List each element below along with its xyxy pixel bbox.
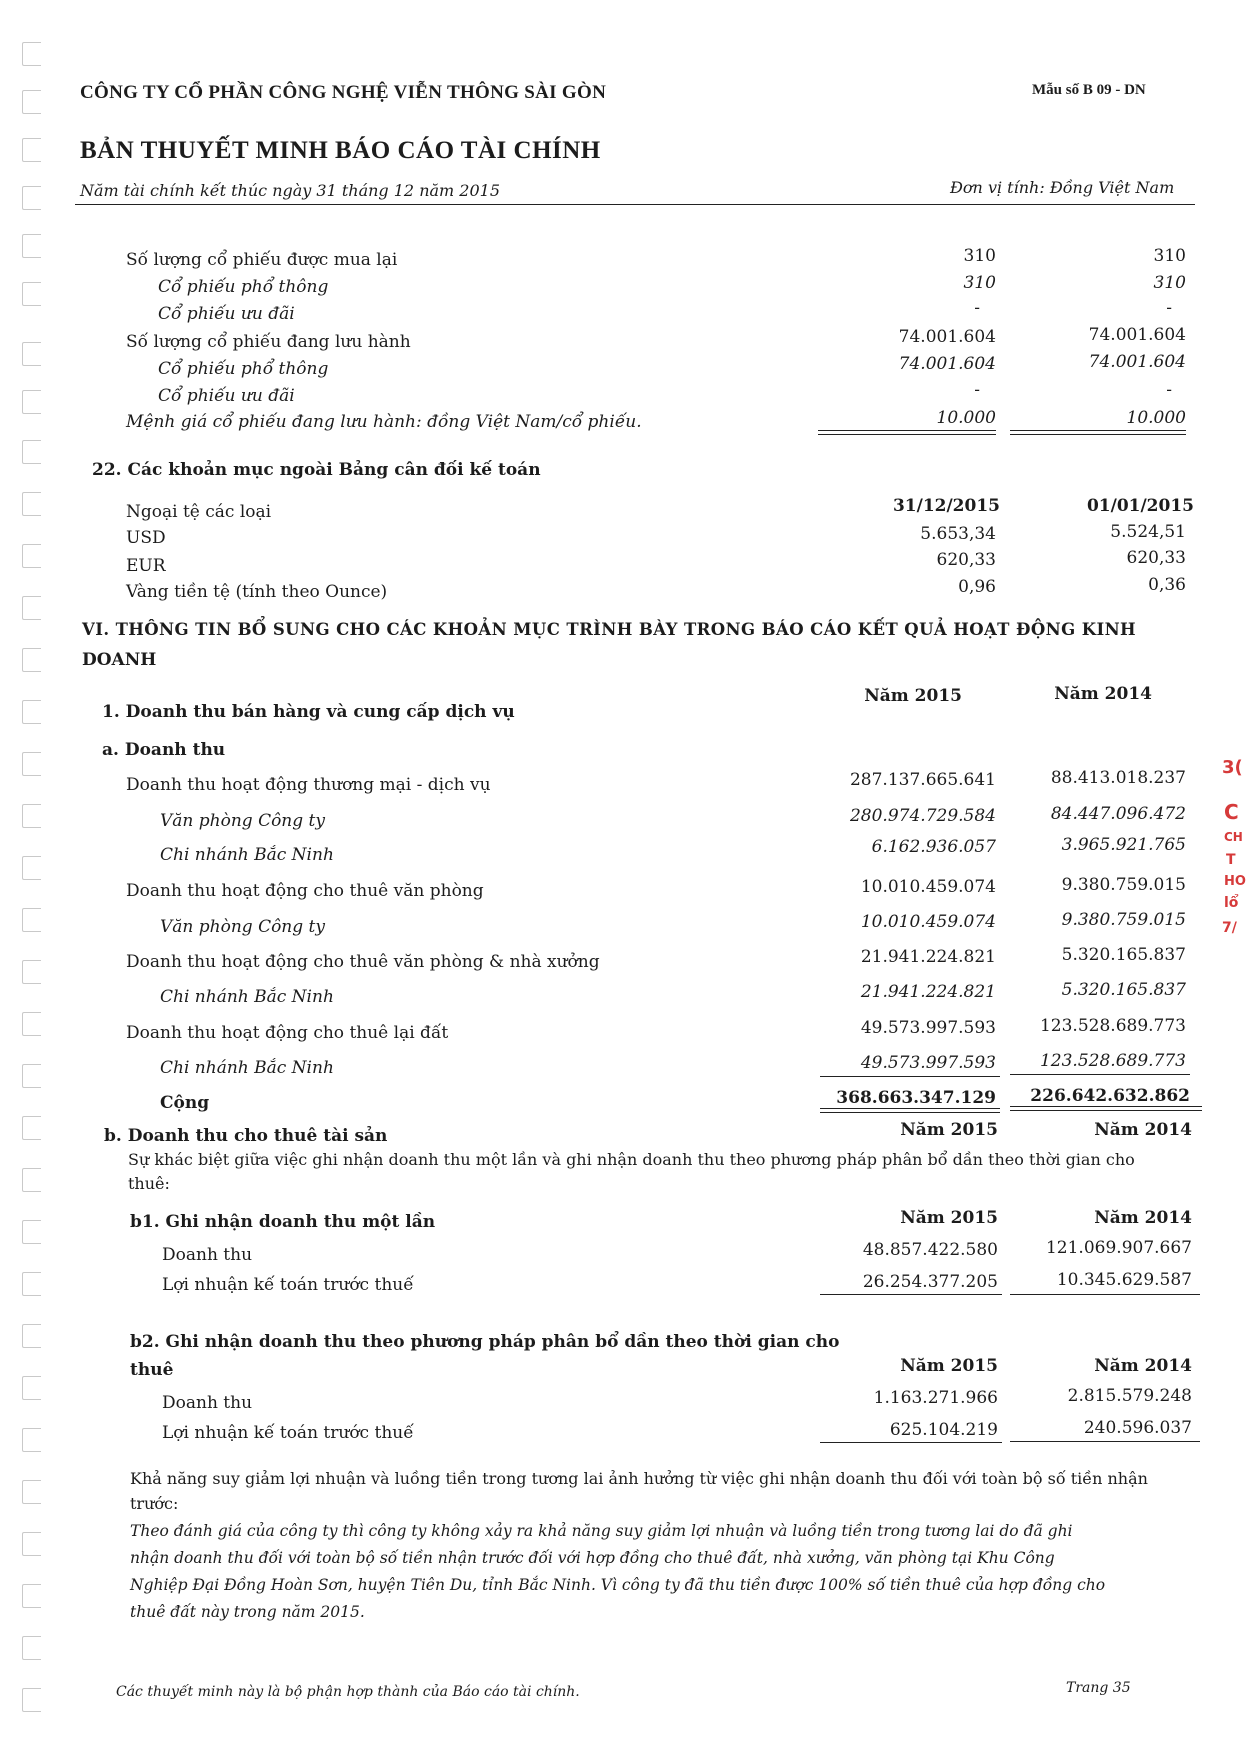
col-header-31-12-2015: 31/12/2015	[892, 496, 1000, 516]
row-label: Doanh thu hoạt động cho thuê văn phòng	[126, 881, 484, 901]
page-number: Trang 35	[1066, 1680, 1131, 1696]
value-2014: 5.524,51	[1110, 522, 1186, 542]
row-label: Chi nhánh Bắc Ninh	[160, 1058, 334, 1078]
value-2015: 6.162.936.057	[871, 837, 996, 857]
value-2015: 5.653,34	[920, 524, 996, 544]
value-2014: 2.815.579.248	[1067, 1386, 1192, 1406]
col-header-01-01-2015: 01/01/2015	[1086, 496, 1194, 516]
value-2014: 9.380.759.015	[1061, 910, 1186, 930]
value-2014: 310	[1153, 246, 1186, 266]
row-label: Chi nhánh Bắc Ninh	[160, 987, 334, 1007]
subsection-b-heading: b. Doanh thu cho thuê tài sản	[104, 1126, 388, 1146]
double-rule	[1010, 434, 1186, 435]
row-label: Doanh thu	[162, 1245, 253, 1265]
value-2014: 74.001.604	[1088, 325, 1186, 345]
subtotal-rule	[820, 1076, 1000, 1077]
total-label: Cộng	[160, 1093, 210, 1113]
double-rule	[820, 1112, 1000, 1113]
value-2015: 74.001.604	[898, 354, 996, 374]
value-2014: 310	[1153, 273, 1186, 293]
col-header-2015: Năm 2015	[864, 686, 962, 706]
value-2015: 310	[963, 246, 996, 266]
row-label: Chi nhánh Bắc Ninh	[160, 845, 334, 865]
row-label: Văn phòng Công ty	[160, 811, 325, 831]
value-2015: 26.254.377.205	[862, 1272, 998, 1292]
currency-unit: Đơn vị tính: Đồng Việt Nam	[950, 178, 1175, 197]
row-label: Doanh thu hoạt động cho thuê văn phòng & nhà xưởng	[126, 952, 600, 972]
subtotal-rule	[1010, 1074, 1190, 1075]
impairment-question: Khả năng suy giảm lợi nhuận và luồng tiền trong tương lai ảnh hưởng từ việc ghi nhận doanh thu đối với toàn bộ số tiền nhận	[130, 1469, 1148, 1488]
section-vi-heading: VI. THÔNG TIN BỔ SUNG CHO CÁC KHOẢN MỤC TRÌNH BÀY TRONG BÁO CÁO KẾT QUẢ HOẠT ĐỘNG KINH	[82, 620, 1137, 639]
b2-heading: b2. Ghi nhận doanh thu theo phương pháp phân bổ dần theo thời gian cho	[130, 1332, 840, 1352]
row-label: Lợi nhuận kế toán trước thuế	[162, 1423, 414, 1443]
col-header-2015: Năm 2015	[900, 1356, 998, 1376]
row-label: Doanh thu	[162, 1393, 253, 1413]
value-2014: 9.380.759.015	[1061, 875, 1186, 895]
col-header-2014: Năm 2014	[1094, 1120, 1192, 1140]
value-2014: 121.069.907.667	[1045, 1238, 1192, 1258]
value-2015: 10.000	[936, 408, 996, 428]
row-label: Doanh thu hoạt động thương mại - dịch vụ	[126, 775, 491, 795]
value-2015: -	[974, 298, 980, 318]
col-header-2014: Năm 2014	[1094, 1208, 1192, 1228]
header-divider	[75, 204, 1195, 205]
form-number: Mẫu số B 09 - DN	[1032, 82, 1146, 98]
b2-heading-cont: thuê	[130, 1360, 174, 1380]
double-rule	[1010, 430, 1186, 431]
fiscal-period: Năm tài chính kết thúc ngày 31 tháng 12 năm 2015	[80, 181, 501, 200]
total-rule	[1010, 1294, 1200, 1295]
total-2015: 368.663.347.129	[836, 1088, 996, 1108]
double-rule	[818, 430, 996, 431]
total-rule	[1010, 1441, 1200, 1442]
section-22-heading: 22. Các khoản mục ngoài Bảng cân đối kế toán	[92, 460, 541, 480]
value-2015: 74.001.604	[898, 327, 996, 347]
value-2014: -	[1166, 298, 1172, 318]
value-2015: 625.104.219	[889, 1420, 998, 1440]
b1-heading: b1. Ghi nhận doanh thu một lần	[130, 1212, 436, 1232]
total-2014: 226.642.632.862	[1030, 1086, 1190, 1106]
row-label: EUR	[126, 556, 166, 576]
revenue-heading: 1. Doanh thu bán hàng và cung cấp dịch vụ	[102, 702, 515, 722]
subsection-a-heading: a. Doanh thu	[102, 740, 226, 760]
value-2015: 10.010.459.074	[860, 912, 996, 932]
lease-note-cont: thuê:	[128, 1174, 170, 1193]
row-label: Doanh thu hoạt động cho thuê lại đất	[126, 1023, 449, 1043]
value-2015: 49.573.997.593	[860, 1053, 996, 1073]
value-2015: 49.573.997.593	[860, 1018, 996, 1038]
row-label: Số lượng cổ phiếu đang lưu hành	[126, 332, 411, 352]
value-2015: 280.974.729.584	[849, 806, 996, 826]
value-2014: 5.320.165.837	[1061, 980, 1186, 1000]
row-label: Cổ phiếu phổ thông	[158, 359, 329, 379]
footer-note: Các thuyết minh này là bộ phận hợp thành của Báo cáo tài chính.	[116, 1684, 580, 1700]
value-2015: 21.941.224.821	[860, 947, 996, 967]
value-2015: 0,96	[958, 577, 996, 597]
value-2014: 240.596.037	[1083, 1418, 1192, 1438]
value-2015: 620,33	[936, 550, 996, 570]
col-header-2014: Năm 2014	[1094, 1356, 1192, 1376]
value-2015: -	[974, 380, 980, 400]
value-2014: 123.528.689.773	[1039, 1016, 1186, 1036]
value-2014: 0,36	[1148, 575, 1186, 595]
row-label: Số lượng cổ phiếu được mua lại	[126, 250, 398, 270]
lease-note: Sự khác biệt giữa việc ghi nhận doanh thu một lần và ghi nhận doanh thu theo phương pháp phân bổ dần theo thời gian cho	[128, 1150, 1135, 1169]
col-header-2014: Năm 2014	[1054, 684, 1152, 704]
row-label: Lợi nhuận kế toán trước thuế	[162, 1275, 414, 1295]
value-2014: 10.000	[1126, 408, 1186, 428]
row-label: Cổ phiếu ưu đãi	[158, 304, 295, 324]
total-rule	[820, 1294, 1002, 1295]
value-2014: 74.001.604	[1088, 352, 1186, 372]
value-2014: 10.345.629.587	[1056, 1270, 1192, 1290]
double-rule	[818, 434, 996, 435]
page-title: BẢN THUYẾT MINH BÁO CÁO TÀI CHÍNH	[80, 137, 601, 164]
row-label: USD	[126, 528, 166, 548]
value-2014: 5.320.165.837	[1061, 945, 1186, 965]
section-vi-heading-cont: DOANH	[82, 650, 157, 670]
impairment-assessment: Theo đánh giá của công ty thì công ty không xảy ra khả năng suy giảm lợi nhuận và luồng tiền trong tương lai do đã ghi	[130, 1522, 1073, 1540]
value-2015: 48.857.422.580	[862, 1240, 998, 1260]
value-2015: 1.163.271.966	[873, 1388, 998, 1408]
row-label: Văn phòng Công ty	[160, 917, 325, 937]
value-2015: 310	[963, 273, 996, 293]
impairment-assessment: Nghiệp Đại Đồng Hoàn Sơn, huyện Tiên Du, tỉnh Bắc Ninh. Vì công ty đã thu tiền được 100% số tiền thuê của hợp đồng cho	[130, 1576, 1106, 1594]
col-header-2015: Năm 2015	[900, 1120, 998, 1140]
value-2014: -	[1166, 380, 1172, 400]
total-rule	[820, 1442, 1002, 1443]
value-2014: 123.528.689.773	[1039, 1051, 1186, 1071]
row-label: Vàng tiền tệ (tính theo Ounce)	[126, 582, 388, 602]
row-label: Mệnh giá cổ phiếu đang lưu hành: đồng Việt Nam/cổ phiếu.	[126, 412, 642, 432]
value-2014: 88.413.018.237	[1050, 768, 1186, 788]
double-rule	[1010, 1106, 1202, 1107]
impairment-question-cont: trước:	[130, 1494, 179, 1513]
row-label: Cổ phiếu phổ thông	[158, 277, 329, 297]
value-2014: 620,33	[1126, 548, 1186, 568]
value-2015: 21.941.224.821	[860, 982, 996, 1002]
impairment-assessment: nhận doanh thu đối với toàn bộ số tiền nhận trước đối với hợp đồng cho thuê đất, nhà xưởng, văn phòng tại Khu Công	[130, 1549, 1055, 1567]
value-2015: 287.137.665.641	[849, 770, 996, 790]
value-2015: 10.010.459.074	[860, 877, 996, 897]
value-2014: 84.447.096.472	[1050, 804, 1186, 824]
company-name: CÔNG TY CỔ PHẦN CÔNG NGHỆ VIỄN THÔNG SÀI GÒN	[80, 82, 607, 103]
double-rule	[1010, 1110, 1202, 1111]
value-2014: 3.965.921.765	[1061, 835, 1186, 855]
col-header-2015: Năm 2015	[900, 1208, 998, 1228]
row-label: Cổ phiếu ưu đãi	[158, 386, 295, 406]
double-rule	[820, 1108, 1000, 1109]
impairment-assessment: thuê đất này trong năm 2015.	[130, 1603, 365, 1621]
row-label: Ngoại tệ các loại	[126, 502, 272, 522]
